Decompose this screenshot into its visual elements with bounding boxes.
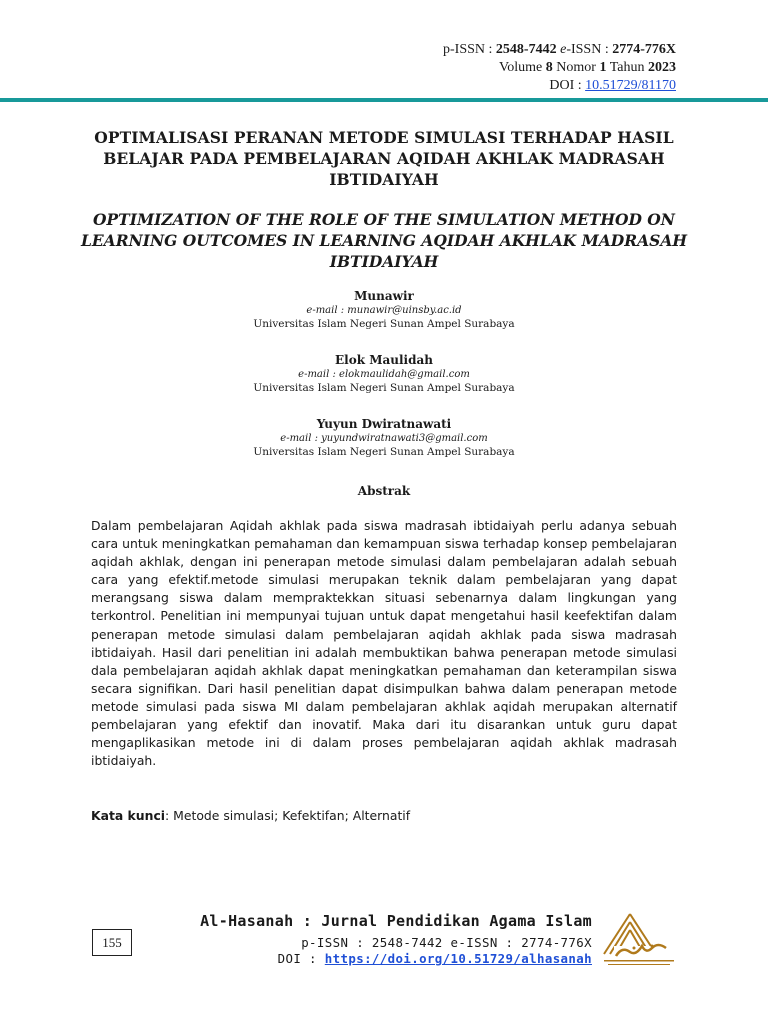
author-email: e-mail : munawir@uinsby.ac.id — [306, 305, 462, 316]
author-name: Elok Maulidah — [335, 353, 433, 367]
keywords-list: : Metode simulasi; Kefektifan; Alternatif — [165, 808, 411, 823]
author-affiliation: Universitas Islam Negeri Sunan Ampel Surabaya — [253, 382, 515, 394]
page-number: 155 — [92, 929, 132, 956]
journal-doi-link[interactable]: https://doi.org/10.51729/alhasanah — [324, 951, 592, 966]
abstract-heading: Abstrak — [357, 484, 411, 498]
article-title: OPTIMALISASI PERANAN METODE SIMULASI TERHADAP HASIL BELAJAR PADA PEMBELAJARAN AQIDAH AKHLAK MADRASAH IBTIDAIYAH — [94, 128, 674, 189]
author-block — [0, 416, 768, 460]
journal-logo-icon — [600, 910, 676, 972]
author-email: e-mail : yuyundwiratnawati3@gmail.com — [280, 433, 488, 444]
keywords-label: Kata kunci — [91, 808, 166, 823]
issn-header: p-ISSN : 2548-7442 e-ISSN : 2774-776X — [443, 42, 676, 57]
abstract-text: Dalam pembelajaran Aqidah akhlak pada siswa madrasah ibtidaiyah perlu adanya sebuah cara untuk meningkatkan pemahaman dan kemampuan siswa terhadap konsep pembelajaran aqidah akhlak, dengan ini penerapan metode simulasi dalam pembelajaran adalah sebuah cara yang efektif.metode simulasi merupakan teknik dalam pembelajaran yang dapat merangsang siswa dalam mempraktekkan situasi sebenarnya dalam lingkungan yang terkontrol. Penelitian ini mempunyai tujuan untuk dapat mengetahui hasil keefektifan dalam penerapan metode simulasi dalam pembelajaran aqidah akhlak pada siswa madrasah ibtidaiyah. Hasil dari penelitian ini adalah membuktikan bahwa penerapan metode simulasi dala pembelajaran aqidah akhlak dapat meningkatkan pemahaman dan keterampilan siswa secara signifikan. Dari hasil penelitian dapat disimpulkan bahwa dalam penerapan metode metode simulasi pada siswa MI dalam pembelajaran akhlak aqidah merupakan alternatif pembelajaran yang efektif dan inovatif. Maka dari itu disarankan untuk guru dapat mengaplikasikan metode ini di dalam proses pembelajaran aqidah akhlak madrasah ibtidaiyah. — [91, 518, 677, 769]
author-affiliation: Universitas Islam Negeri Sunan Ampel Surabaya — [253, 446, 515, 458]
header-divider — [0, 98, 768, 102]
journal-name: Al-Hasanah : Jurnal Pendidikan Agama Islam — [200, 912, 592, 930]
volume-header: Volume 8 Nomor 1 Tahun 2023 — [498, 60, 676, 75]
doi-header: DOI : 10.51729/81170 — [549, 78, 676, 93]
keywords — [91, 808, 410, 823]
author-affiliation: Universitas Islam Negeri Sunan Ampel Surabaya — [253, 318, 515, 330]
author-name: Yuyun Dwiratnawati — [316, 417, 452, 431]
journal-doi: DOI : https://doi.org/10.51729/alhasanah — [277, 951, 592, 966]
author-name: Munawir — [354, 289, 414, 303]
article-title-english: OPTIMIZATION OF THE ROLE OF THE SIMULATION METHOD ON LEARNING OUTCOMES IN LEARNING AQIDAH AKHLAK MADRASAH IBTIDAIYAH — [80, 210, 688, 271]
journal-issn: p-ISSN : 2548-7442 e-ISSN : 2774-776X — [301, 935, 592, 950]
author-block — [0, 288, 768, 332]
author-block — [0, 352, 768, 396]
doi-link[interactable]: 10.51729/81170 — [585, 78, 676, 93]
author-email: e-mail : elokmaulidah@gmail.com — [298, 369, 470, 380]
